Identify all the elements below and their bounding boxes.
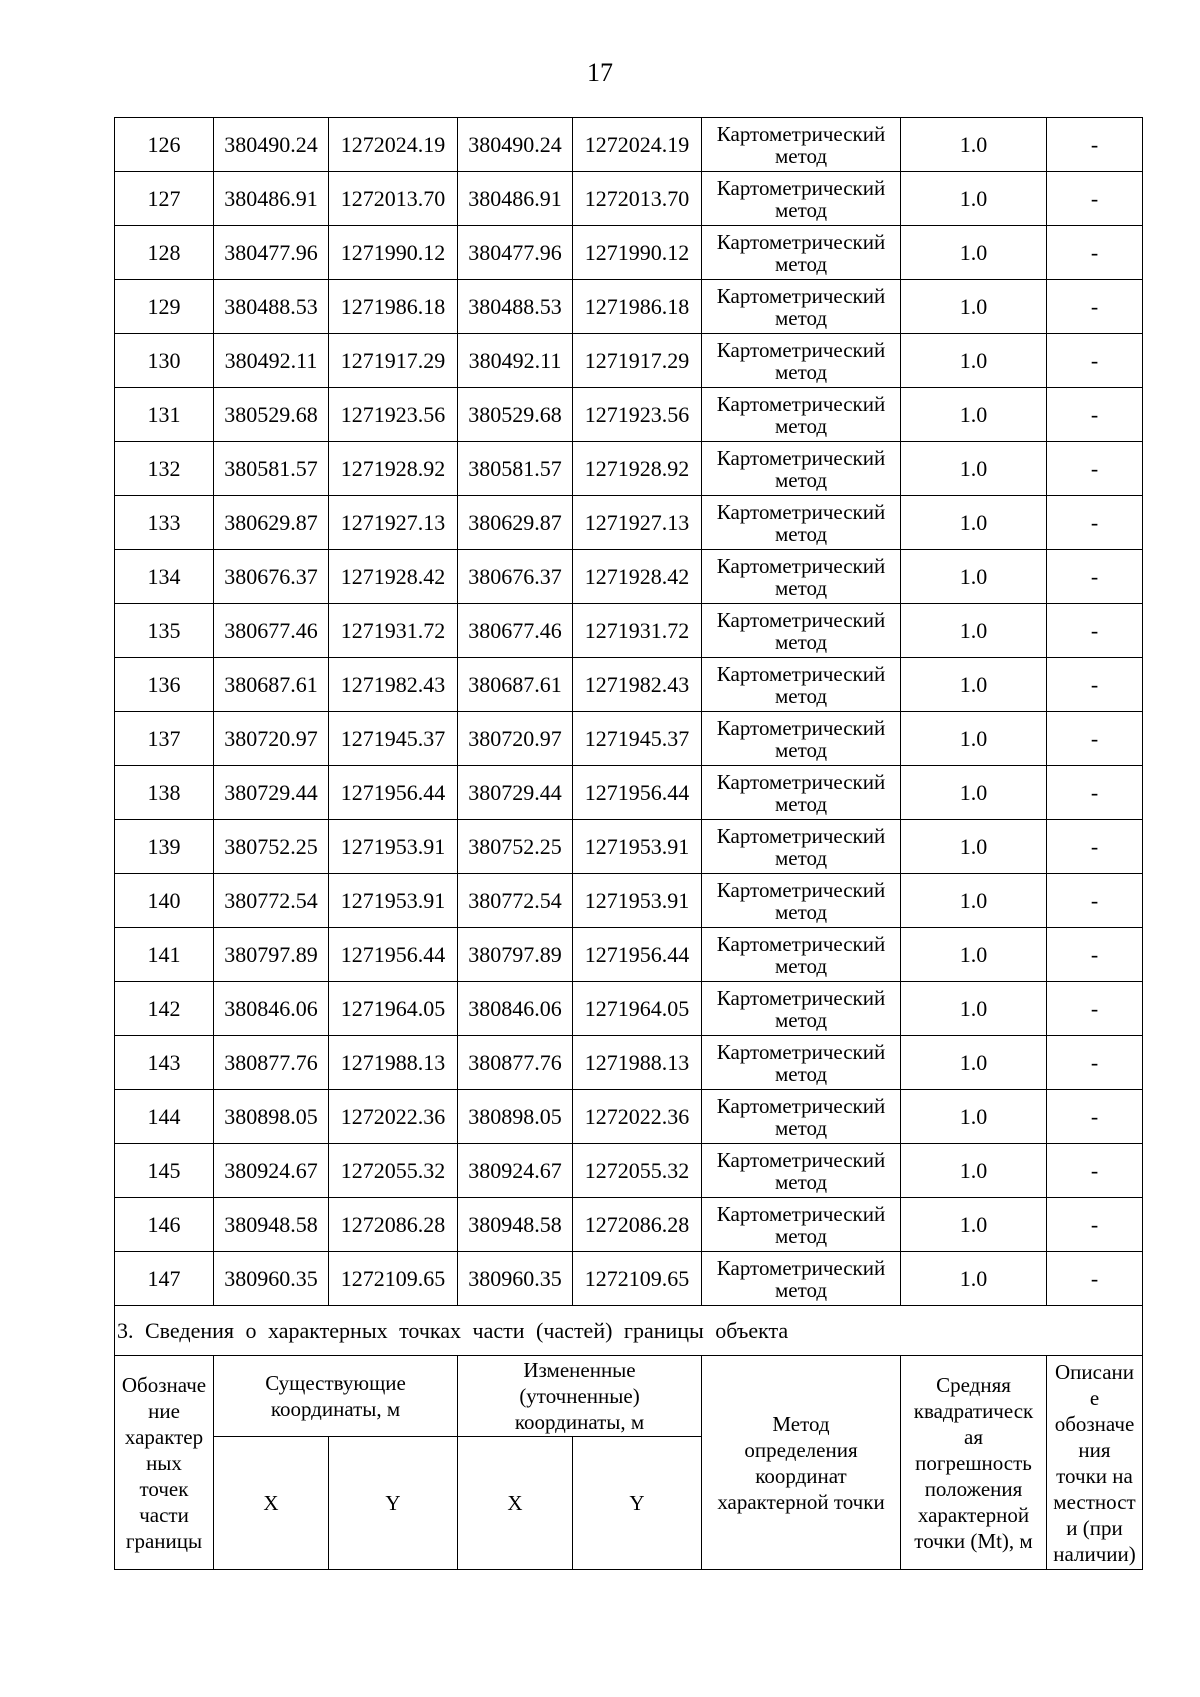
mean-error-cell: 1.0 — [901, 820, 1047, 874]
table-row — [115, 280, 1143, 334]
point-number-cell: 129 — [115, 280, 214, 334]
changed-y-cell: 1271945.37 — [573, 712, 702, 766]
method-line-1: Картометрический — [716, 985, 886, 1010]
table-row — [115, 172, 1143, 226]
method-line-1: Картометрический — [716, 121, 886, 146]
table-row — [115, 982, 1143, 1036]
changed-x-cell: 380797.89 — [458, 928, 573, 982]
header-changed-x: X — [458, 1437, 573, 1570]
header-line: точек — [139, 1476, 189, 1501]
changed-y-cell: 1272024.19 — [573, 118, 702, 172]
method-line-1: Картометрический — [716, 1201, 886, 1226]
existing-y-cell: 1271956.44 — [329, 928, 458, 982]
method-line-2: метод — [774, 791, 828, 816]
mean-error-cell: 1.0 — [901, 334, 1047, 388]
method-line-1: Картометрический — [716, 175, 886, 200]
method-cell — [702, 280, 901, 334]
existing-y-cell: 1271964.05 — [329, 982, 458, 1036]
table-row — [115, 442, 1143, 496]
header-line: точки (Mt), м — [914, 1528, 1033, 1553]
section-3 — [115, 1306, 1143, 1570]
description-cell: - — [1047, 226, 1143, 280]
header-line: ние — [148, 1398, 180, 1423]
header-line: наличии) — [1053, 1541, 1136, 1566]
header-changed-y: Y — [573, 1437, 702, 1570]
changed-y-cell: 1271928.42 — [573, 550, 702, 604]
method-cell — [702, 334, 901, 388]
changed-y-cell: 1271956.44 — [573, 928, 702, 982]
table-body — [115, 118, 1143, 1306]
point-number-cell: 128 — [115, 226, 214, 280]
method-line-1: Картометрический — [716, 769, 886, 794]
point-number-cell: 136 — [115, 658, 214, 712]
method-cell — [702, 172, 901, 226]
description-cell: - — [1047, 496, 1143, 550]
changed-x-cell: 380488.53 — [458, 280, 573, 334]
description-cell: - — [1047, 604, 1143, 658]
method-line-2: метод — [774, 305, 828, 330]
table-row — [115, 1198, 1143, 1252]
method-cell — [702, 1090, 901, 1144]
header-existing-x: X — [214, 1437, 329, 1570]
existing-y-cell: 1272024.19 — [329, 118, 458, 172]
existing-y-cell: 1271927.13 — [329, 496, 458, 550]
existing-y-cell: 1272086.28 — [329, 1198, 458, 1252]
header-description — [1047, 1356, 1143, 1570]
method-cell — [702, 1036, 901, 1090]
existing-y-cell: 1271917.29 — [329, 334, 458, 388]
existing-y-cell: 1271956.44 — [329, 766, 458, 820]
header-line: Описани — [1054, 1359, 1135, 1384]
point-number-cell: 138 — [115, 766, 214, 820]
method-line-2: метод — [774, 1277, 828, 1302]
point-number-cell: 134 — [115, 550, 214, 604]
header-line: части — [139, 1502, 189, 1527]
method-line-1: Картометрический — [716, 229, 886, 254]
changed-y-cell: 1271990.12 — [573, 226, 702, 280]
existing-x-cell: 380677.46 — [214, 604, 329, 658]
existing-y-cell: 1271928.42 — [329, 550, 458, 604]
existing-x-cell: 380877.76 — [214, 1036, 329, 1090]
table-row — [115, 1144, 1143, 1198]
method-cell — [702, 604, 901, 658]
changed-y-cell: 1271988.13 — [573, 1036, 702, 1090]
description-cell: - — [1047, 928, 1143, 982]
changed-y-cell: 1272109.65 — [573, 1252, 702, 1306]
description-cell: - — [1047, 1144, 1143, 1198]
mean-error-cell: 1.0 — [901, 280, 1047, 334]
method-line-2: метод — [774, 359, 828, 384]
section-title: 3. Сведения о характерных точках части (частей) границы объекта — [115, 1306, 1143, 1356]
existing-x-cell: 380629.87 — [214, 496, 329, 550]
method-line-2: метод — [774, 1007, 828, 1032]
method-line-1: Картометрический — [716, 1039, 886, 1064]
header-line: границы — [125, 1528, 203, 1553]
mean-error-cell: 1.0 — [901, 226, 1047, 280]
point-number-cell: 142 — [115, 982, 214, 1036]
changed-x-cell: 380729.44 — [458, 766, 573, 820]
changed-x-cell: 380492.11 — [458, 334, 573, 388]
point-number-cell: 137 — [115, 712, 214, 766]
changed-y-cell: 1271956.44 — [573, 766, 702, 820]
changed-y-cell: 1271982.43 — [573, 658, 702, 712]
method-cell — [702, 1198, 901, 1252]
changed-x-cell: 380846.06 — [458, 982, 573, 1036]
method-cell — [702, 658, 901, 712]
existing-y-cell: 1272022.36 — [329, 1090, 458, 1144]
method-line-1: Картометрический — [716, 1147, 886, 1172]
point-number-cell: 144 — [115, 1090, 214, 1144]
method-line-2: метод — [774, 575, 828, 600]
point-number-cell: 143 — [115, 1036, 214, 1090]
method-cell — [702, 928, 901, 982]
changed-x-cell: 380676.37 — [458, 550, 573, 604]
header-line: квадратическ — [913, 1398, 1034, 1423]
existing-x-cell: 380960.35 — [214, 1252, 329, 1306]
header-line: обозначе — [1054, 1411, 1135, 1436]
table-row — [115, 874, 1143, 928]
mean-error-cell: 1.0 — [901, 712, 1047, 766]
method-line-2: метод — [774, 845, 828, 870]
changed-x-cell: 380772.54 — [458, 874, 573, 928]
table-row — [115, 604, 1143, 658]
header-line: е — [1089, 1385, 1100, 1410]
point-number-cell: 127 — [115, 172, 214, 226]
method-line-1: Картометрический — [716, 337, 886, 362]
existing-x-cell: 380687.61 — [214, 658, 329, 712]
changed-x-cell: 380477.96 — [458, 226, 573, 280]
mean-error-cell: 1.0 — [901, 1090, 1047, 1144]
mean-error-cell: 1.0 — [901, 388, 1047, 442]
changed-y-cell: 1271928.92 — [573, 442, 702, 496]
point-number-cell: 132 — [115, 442, 214, 496]
header-line: и (при — [1066, 1515, 1123, 1540]
existing-y-cell: 1271986.18 — [329, 280, 458, 334]
existing-x-cell: 380492.11 — [214, 334, 329, 388]
method-line-1: Картометрический — [716, 283, 886, 308]
existing-y-cell: 1271990.12 — [329, 226, 458, 280]
header-line: Измененные — [523, 1358, 636, 1382]
method-cell — [702, 442, 901, 496]
method-line-2: метод — [774, 953, 828, 978]
existing-x-cell: 380529.68 — [214, 388, 329, 442]
mean-error-cell: 1.0 — [901, 658, 1047, 712]
header-line: погрешность — [915, 1450, 1032, 1475]
existing-x-cell: 380797.89 — [214, 928, 329, 982]
header-line: характерной — [917, 1502, 1030, 1527]
description-cell: - — [1047, 280, 1143, 334]
method-line-2: метод — [774, 467, 828, 492]
existing-x-cell: 380846.06 — [214, 982, 329, 1036]
description-cell: - — [1047, 172, 1143, 226]
header-changed-coords — [458, 1356, 702, 1437]
table-row — [115, 334, 1143, 388]
table-row — [115, 496, 1143, 550]
existing-x-cell: 380581.57 — [214, 442, 329, 496]
table-row — [115, 388, 1143, 442]
method-line-1: Картометрический — [716, 607, 886, 632]
mean-error-cell: 1.0 — [901, 928, 1047, 982]
point-number-cell: 145 — [115, 1144, 214, 1198]
existing-x-cell: 380477.96 — [214, 226, 329, 280]
method-cell — [702, 874, 901, 928]
mean-error-cell: 1.0 — [901, 172, 1047, 226]
existing-y-cell: 1272055.32 — [329, 1144, 458, 1198]
description-cell: - — [1047, 550, 1143, 604]
method-cell — [702, 388, 901, 442]
header-line: характерной точки — [717, 1489, 885, 1514]
header-line: координаты, м — [270, 1397, 401, 1421]
mean-error-cell: 1.0 — [901, 496, 1047, 550]
header-line: (уточненные) — [519, 1384, 640, 1408]
description-cell: - — [1047, 712, 1143, 766]
method-line-2: метод — [774, 143, 828, 168]
method-line-1: Картометрический — [716, 553, 886, 578]
boundary-points-table — [114, 117, 1143, 1570]
method-cell — [702, 982, 901, 1036]
existing-x-cell: 380924.67 — [214, 1144, 329, 1198]
mean-error-cell: 1.0 — [901, 766, 1047, 820]
method-line-2: метод — [774, 1223, 828, 1248]
point-number-cell: 131 — [115, 388, 214, 442]
header-method — [702, 1356, 901, 1570]
mean-error-cell: 1.0 — [901, 1144, 1047, 1198]
table-row — [115, 226, 1143, 280]
changed-y-cell: 1271953.91 — [573, 874, 702, 928]
description-cell: - — [1047, 820, 1143, 874]
header-line: ая — [964, 1424, 983, 1449]
header-line: определения — [744, 1437, 858, 1462]
method-cell — [702, 550, 901, 604]
header-mean-error — [901, 1356, 1047, 1570]
description-cell: - — [1047, 982, 1143, 1036]
existing-x-cell: 380676.37 — [214, 550, 329, 604]
mean-error-cell: 1.0 — [901, 118, 1047, 172]
existing-y-cell: 1271953.91 — [329, 874, 458, 928]
changed-y-cell: 1272086.28 — [573, 1198, 702, 1252]
changed-y-cell: 1272013.70 — [573, 172, 702, 226]
changed-y-cell: 1271931.72 — [573, 604, 702, 658]
changed-y-cell: 1271923.56 — [573, 388, 702, 442]
mean-error-cell: 1.0 — [901, 442, 1047, 496]
method-line-1: Картометрический — [716, 715, 886, 740]
changed-x-cell: 380529.68 — [458, 388, 573, 442]
method-line-2: метод — [774, 1061, 828, 1086]
header-line: Средняя — [936, 1372, 1011, 1397]
header-line: местност — [1053, 1489, 1136, 1514]
changed-x-cell: 380490.24 — [458, 118, 573, 172]
method-cell — [702, 712, 901, 766]
method-line-2: метод — [774, 251, 828, 276]
method-cell — [702, 226, 901, 280]
table-row — [115, 766, 1143, 820]
existing-x-cell: 380720.97 — [214, 712, 329, 766]
changed-x-cell: 380877.76 — [458, 1036, 573, 1090]
header-line: Существующие — [265, 1371, 406, 1395]
table-row — [115, 820, 1143, 874]
header-line: Метод — [772, 1411, 830, 1436]
changed-x-cell: 380581.57 — [458, 442, 573, 496]
header-line: положения — [924, 1476, 1023, 1501]
point-number-cell: 130 — [115, 334, 214, 388]
point-number-cell: 141 — [115, 928, 214, 982]
table-row — [115, 1036, 1143, 1090]
existing-x-cell: 380490.24 — [214, 118, 329, 172]
method-cell — [702, 1144, 901, 1198]
header-line: ния — [1078, 1437, 1111, 1462]
header-line: координаты, м — [514, 1410, 645, 1434]
changed-y-cell: 1271964.05 — [573, 982, 702, 1036]
header-line: точки на — [1056, 1463, 1133, 1488]
existing-x-cell: 380729.44 — [214, 766, 329, 820]
table-row — [115, 712, 1143, 766]
header-row-1 — [115, 1356, 1143, 1437]
description-cell: - — [1047, 874, 1143, 928]
method-line-2: метод — [774, 737, 828, 762]
method-line-1: Картометрический — [716, 931, 886, 956]
existing-y-cell: 1271923.56 — [329, 388, 458, 442]
changed-y-cell: 1271953.91 — [573, 820, 702, 874]
point-number-cell: 135 — [115, 604, 214, 658]
point-number-cell: 139 — [115, 820, 214, 874]
changed-x-cell: 380677.46 — [458, 604, 573, 658]
table-row — [115, 658, 1143, 712]
method-line-1: Картометрический — [716, 877, 886, 902]
changed-y-cell: 1272022.36 — [573, 1090, 702, 1144]
mean-error-cell: 1.0 — [901, 604, 1047, 658]
description-cell: - — [1047, 766, 1143, 820]
description-cell: - — [1047, 1036, 1143, 1090]
mean-error-cell: 1.0 — [901, 982, 1047, 1036]
description-cell: - — [1047, 658, 1143, 712]
method-cell — [702, 1252, 901, 1306]
description-cell: - — [1047, 118, 1143, 172]
point-number-cell: 133 — [115, 496, 214, 550]
description-cell: - — [1047, 388, 1143, 442]
point-number-cell: 126 — [115, 118, 214, 172]
mean-error-cell: 1.0 — [901, 550, 1047, 604]
method-cell — [702, 820, 901, 874]
changed-x-cell: 380898.05 — [458, 1090, 573, 1144]
point-number-cell: 140 — [115, 874, 214, 928]
table-row — [115, 550, 1143, 604]
method-line-1: Картометрический — [716, 1255, 886, 1280]
existing-y-cell: 1271931.72 — [329, 604, 458, 658]
changed-x-cell: 380629.87 — [458, 496, 573, 550]
existing-x-cell: 380898.05 — [214, 1090, 329, 1144]
point-number-cell: 146 — [115, 1198, 214, 1252]
changed-x-cell: 380948.58 — [458, 1198, 573, 1252]
description-cell: - — [1047, 442, 1143, 496]
mean-error-cell: 1.0 — [901, 874, 1047, 928]
mean-error-cell: 1.0 — [901, 1252, 1047, 1306]
existing-y-cell: 1272109.65 — [329, 1252, 458, 1306]
description-cell: - — [1047, 1090, 1143, 1144]
changed-x-cell: 380687.61 — [458, 658, 573, 712]
page-number: 17 — [587, 58, 613, 87]
existing-y-cell: 1271953.91 — [329, 820, 458, 874]
method-line-2: метод — [774, 413, 828, 438]
changed-y-cell: 1271927.13 — [573, 496, 702, 550]
changed-x-cell: 380752.25 — [458, 820, 573, 874]
table-row — [115, 1252, 1143, 1306]
table-row — [115, 1090, 1143, 1144]
header-existing-y: Y — [329, 1437, 458, 1570]
changed-y-cell: 1271917.29 — [573, 334, 702, 388]
header-line: характер — [124, 1424, 204, 1449]
method-line-1: Картометрический — [716, 445, 886, 470]
method-line-1: Картометрический — [716, 499, 886, 524]
changed-x-cell: 380720.97 — [458, 712, 573, 766]
method-line-2: метод — [774, 197, 828, 222]
changed-y-cell: 1272055.32 — [573, 1144, 702, 1198]
method-line-1: Картометрический — [716, 823, 886, 848]
point-number-cell: 147 — [115, 1252, 214, 1306]
table-row — [115, 928, 1143, 982]
header-point-designation — [115, 1356, 214, 1570]
existing-x-cell: 380486.91 — [214, 172, 329, 226]
existing-x-cell: 380948.58 — [214, 1198, 329, 1252]
header-existing-coords — [214, 1356, 458, 1437]
header-line: ных — [146, 1450, 182, 1475]
existing-y-cell: 1271928.92 — [329, 442, 458, 496]
method-line-1: Картометрический — [716, 391, 886, 416]
method-line-2: метод — [774, 1169, 828, 1194]
changed-x-cell: 380486.91 — [458, 172, 573, 226]
header-line: координат — [755, 1463, 847, 1488]
mean-error-cell: 1.0 — [901, 1198, 1047, 1252]
changed-x-cell: 380960.35 — [458, 1252, 573, 1306]
method-line-2: метод — [774, 1115, 828, 1140]
method-cell — [702, 766, 901, 820]
existing-y-cell: 1271982.43 — [329, 658, 458, 712]
changed-y-cell: 1271986.18 — [573, 280, 702, 334]
method-line-2: метод — [774, 629, 828, 654]
method-line-2: метод — [774, 899, 828, 924]
existing-x-cell: 380488.53 — [214, 280, 329, 334]
existing-y-cell: 1271945.37 — [329, 712, 458, 766]
description-cell: - — [1047, 334, 1143, 388]
table-row — [115, 118, 1143, 172]
existing-x-cell: 380752.25 — [214, 820, 329, 874]
description-cell: - — [1047, 1198, 1143, 1252]
method-line-2: метод — [774, 683, 828, 708]
method-cell — [702, 118, 901, 172]
existing-x-cell: 380772.54 — [214, 874, 329, 928]
existing-y-cell: 1271988.13 — [329, 1036, 458, 1090]
method-cell — [702, 496, 901, 550]
existing-y-cell: 1272013.70 — [329, 172, 458, 226]
header-line: Обозначе — [121, 1372, 207, 1397]
method-line-1: Картометрический — [716, 1093, 886, 1118]
method-line-2: метод — [774, 521, 828, 546]
method-line-1: Картометрический — [716, 661, 886, 686]
changed-x-cell: 380924.67 — [458, 1144, 573, 1198]
description-cell: - — [1047, 1252, 1143, 1306]
mean-error-cell: 1.0 — [901, 1036, 1047, 1090]
